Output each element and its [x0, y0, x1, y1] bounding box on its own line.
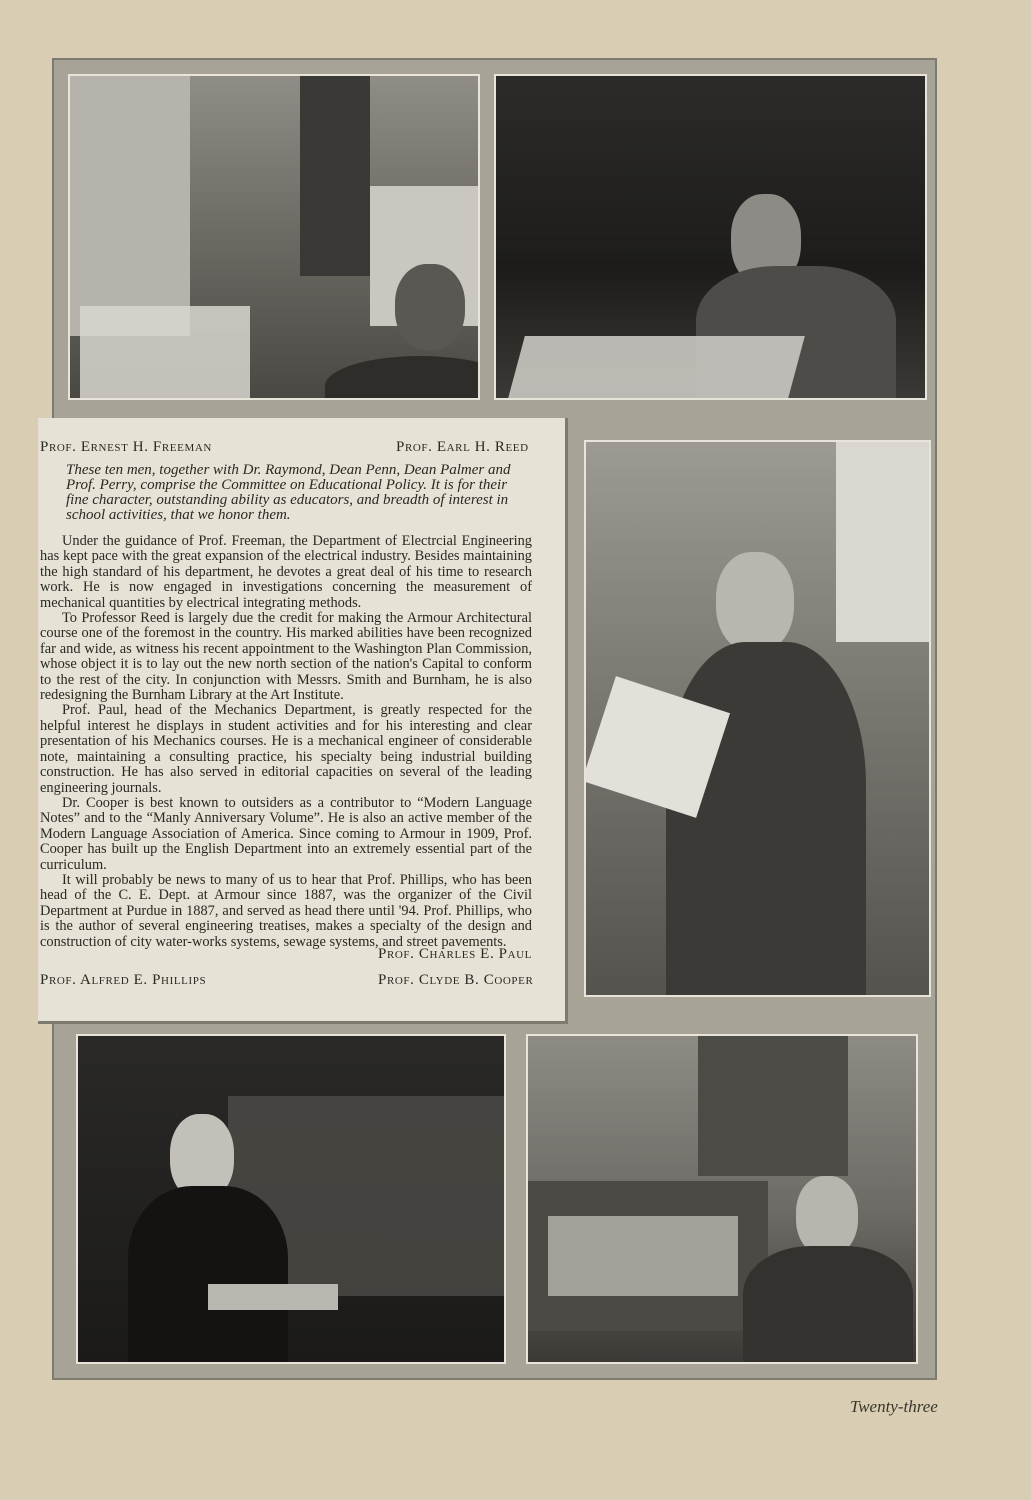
intro-text: These ten men, together with Dr. Raymond, Dean Penn, Dean Palmer and Prof. Perry, comprise the Committee on Educational Policy. It is for their fine character, outstanding ability as educators, and breadth of interest in school activities, that we honor them.	[66, 462, 511, 523]
paragraph-phillips: It will probably be news to many of us to hear that Prof. Phillips, who has been head of the C. E. Dept. at Armour since 1887, was the organizer of the Civil Department at Purdue in 1887, and served as head there until '94. Prof. Phillips, who is the author of several engineering treatises, makes a specialty of the design and construction of city water-works systems, sewage systems, and street pavements.	[40, 871, 532, 950]
page-number: Twenty-three	[850, 1397, 938, 1416]
caption-reed: Prof. Earl H. Reed	[396, 439, 529, 455]
caption-phillips: Prof. Alfred E. Phillips	[40, 972, 207, 988]
paragraph-reed: To Professor Reed is largely due the credit for making the Armour Architectural course one of the foremost in the country. His marked abilities have been recognized far and wide, as witness his recent appointment to the Washington Plan Commission, whose object it is to lay out the new north section of the nation's Capital to conform to the rest of the city. In conjunction with Messrs. Smith and Burnham, he is also redesigning the Burnham Library at the Art Institute.	[40, 610, 532, 704]
photo-paul	[584, 440, 931, 997]
caption-freeman: Prof. Ernest H. Freeman	[40, 439, 212, 455]
photo-phillips	[76, 1034, 506, 1364]
article-body	[40, 534, 532, 950]
paragraph-paul: Prof. Paul, head of the Mechanics Department, is greatly respected for the helpful interest he displays in student activities and for his interesting and clear presentation of his Mechanics courses. He is a mechanical engineer of considerable note, maintaining a consulting practice, his specialty being industrial building construction. He has also served in editorial capacities on several of the leading engineering journals.	[40, 702, 532, 796]
caption-paul: Prof. Charles E. Paul	[378, 946, 532, 962]
paragraph-cooper: Dr. Cooper is best known to outsiders as a contributor to “Modern Language Notes” and to the “Manly Anniversary Volume”. He is also an active member of the Modern Language Association of America. Since coming to Armour in 1909, Prof. Cooper has built up the English Department into an extremely essential part of the curriculum.	[40, 794, 532, 873]
photo-freeman	[68, 74, 480, 400]
photo-cooper	[526, 1034, 918, 1364]
photo-reed	[494, 74, 927, 400]
caption-cooper: Prof. Clyde B. Cooper	[378, 972, 534, 988]
paragraph-freeman: Under the guidance of Prof. Freeman, the Department of Electrcial Engineering has kept pace with the great expansion of the electrical industry. Besides maintaining the high standard of his department, he devotes a great deal of his time to research work. He is now engaged in investigations concerning the measurement of mechanical quantities by electrical integrating methods.	[40, 533, 532, 611]
